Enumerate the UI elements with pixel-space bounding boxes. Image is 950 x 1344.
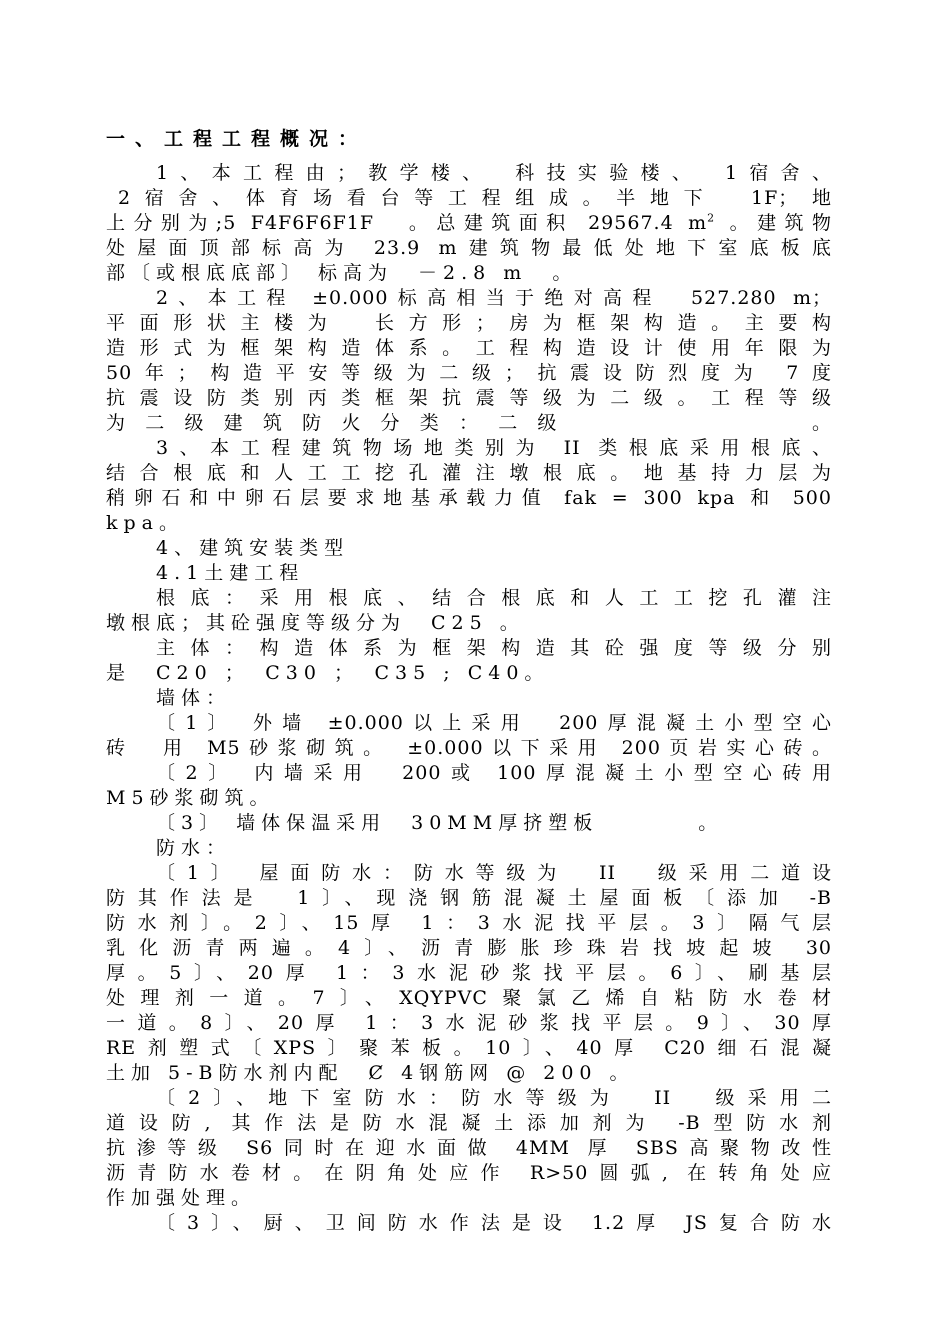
text-line: 是 C20 ； C30 ； C35 ; C40。 xyxy=(106,662,550,684)
text-line: 〔2〕 内墙采用 200或 100厚混凝土小型空心砖用 xyxy=(156,762,832,784)
text-line: 抗震设防类别丙类框架抗震等级为二级。工程等级 xyxy=(106,387,832,409)
text-line: 为二级建筑防火分类：二级 。 xyxy=(106,412,832,434)
text-line: 防水剂〕。2〕、15厚 1：3水泥找平层。3〕隔气层 xyxy=(106,912,832,934)
text-line: 墙体： xyxy=(156,687,232,709)
text-line: 防其作法是 1〕、现浇钢筋混凝土屋面板〔添加 -B xyxy=(106,887,832,909)
section-heading: 一、工程工程概况： xyxy=(106,128,368,150)
text-line: 2、本工程 ±0.000标高相当于绝对高程 527.280 m； xyxy=(156,287,832,309)
text-line: 平面形状主楼为 长方形；房为框架构造。主要构 xyxy=(106,312,832,334)
text-line: 2宿舍、体育场看台等工程组成。半地下 1F；地 xyxy=(118,187,832,209)
text-line: 墩根底；其砼强度等级分为 C25 。 xyxy=(106,612,525,634)
text-line: 道设防, 其作法是防水混凝土添加剂为 -B型防水剂 xyxy=(106,1112,832,1134)
text-line: 1、本工程由；教学楼、 科技实验楼、 1宿舍、 xyxy=(156,162,832,184)
text-line: 〔2〕、地下室防水：防水等级为 II 级采用二 xyxy=(156,1087,832,1109)
text-line: 一道。8〕、20厚 1：3水泥砂浆找平层。9〕、30厚 xyxy=(106,1012,832,1034)
text-line: 〔3〕 墙体保温采用 30MM厚挤塑板 。 xyxy=(156,812,724,834)
text-line: 稍卵石和中卵石层要求地基承载力值 fak = 300 kpa 和 500 xyxy=(106,487,832,509)
text-line: 造形式为框架构造体系。工程构造设计使用年限为 xyxy=(106,337,832,359)
text-line: 〔1〕 外墙 ±0.000以上采用 200厚混凝土小型空心 xyxy=(156,712,832,734)
text-line: 上分别为;5 F4F6F6F1F 。总建筑面积 29567.4 $m^2$ 。建筑物 xyxy=(106,211,832,234)
text-line: 防水： xyxy=(156,837,232,859)
text-line: 部〔或根底底部〕 标高为 －2.8 m 。 xyxy=(106,262,578,284)
text-line: 〔3〕、厨、卫间防水作法是设 1.2厚 JS复合防水 xyxy=(156,1212,832,1234)
text-line: 50年；构造平安等级为二级；抗震设防烈度为 7度 xyxy=(106,362,832,384)
text-line: 沥青防水卷材。在阴角处应作 R>50圆弧, 在转角处应 xyxy=(106,1162,832,1184)
text-line: 4、建筑安装类型 xyxy=(156,537,350,559)
text-line: 砖 用 M5砂浆砌筑。 ±0.000以下采用 200页岩实心砖。 xyxy=(106,737,832,759)
text-line: 4.1土建工程 xyxy=(156,562,305,584)
text-line: 处理剂一道。7〕、XQYPVC聚氯乙烯自粘防水卷材 xyxy=(106,987,832,1009)
text-line: 乳化沥青两遍。4〕、沥青膨胀珍珠岩找坡起坡 30 xyxy=(106,937,832,959)
text-line: M5砂浆砌筑。 xyxy=(106,787,275,809)
text-line: 抗渗等级 S6同时在迎水面做 4MM 厚 SBS高聚物改性 xyxy=(106,1137,832,1159)
text-line: 土加 5-B防水剂内配 Ȼ 4钢筋网 @ 200 。 xyxy=(106,1062,635,1084)
text-line: 〔1〕 屋面防水：防水等级为 II 级采用二道设 xyxy=(156,862,832,884)
text-line: RE剂塑式〔XPS〕聚苯板。10〕、40厚 C20细石混凝 xyxy=(106,1037,832,1059)
text-line: 根底：采用根底、结合根底和人工工挖孔灌注 xyxy=(156,587,832,609)
text-line: 处屋面顶部标高为 23.9 m建筑物最低处地下室底板底 xyxy=(106,237,832,259)
text-line: 3、本工程建筑物场地类别为 II 类根底采用根底、 xyxy=(156,437,832,459)
text-line: 作加强处理。 xyxy=(106,1187,257,1209)
text-line: 厚。5〕、20厚 1：3水泥砂浆找平层。6〕、刷基层 xyxy=(106,962,832,984)
text-line: kpa。 xyxy=(106,512,185,534)
text-line: 结合根底和人工工挖孔灌注墩根底。地基持力层为 xyxy=(106,462,832,484)
text-line: 主体：构造体系为框架构造其砼强度等级分别 xyxy=(156,637,832,659)
